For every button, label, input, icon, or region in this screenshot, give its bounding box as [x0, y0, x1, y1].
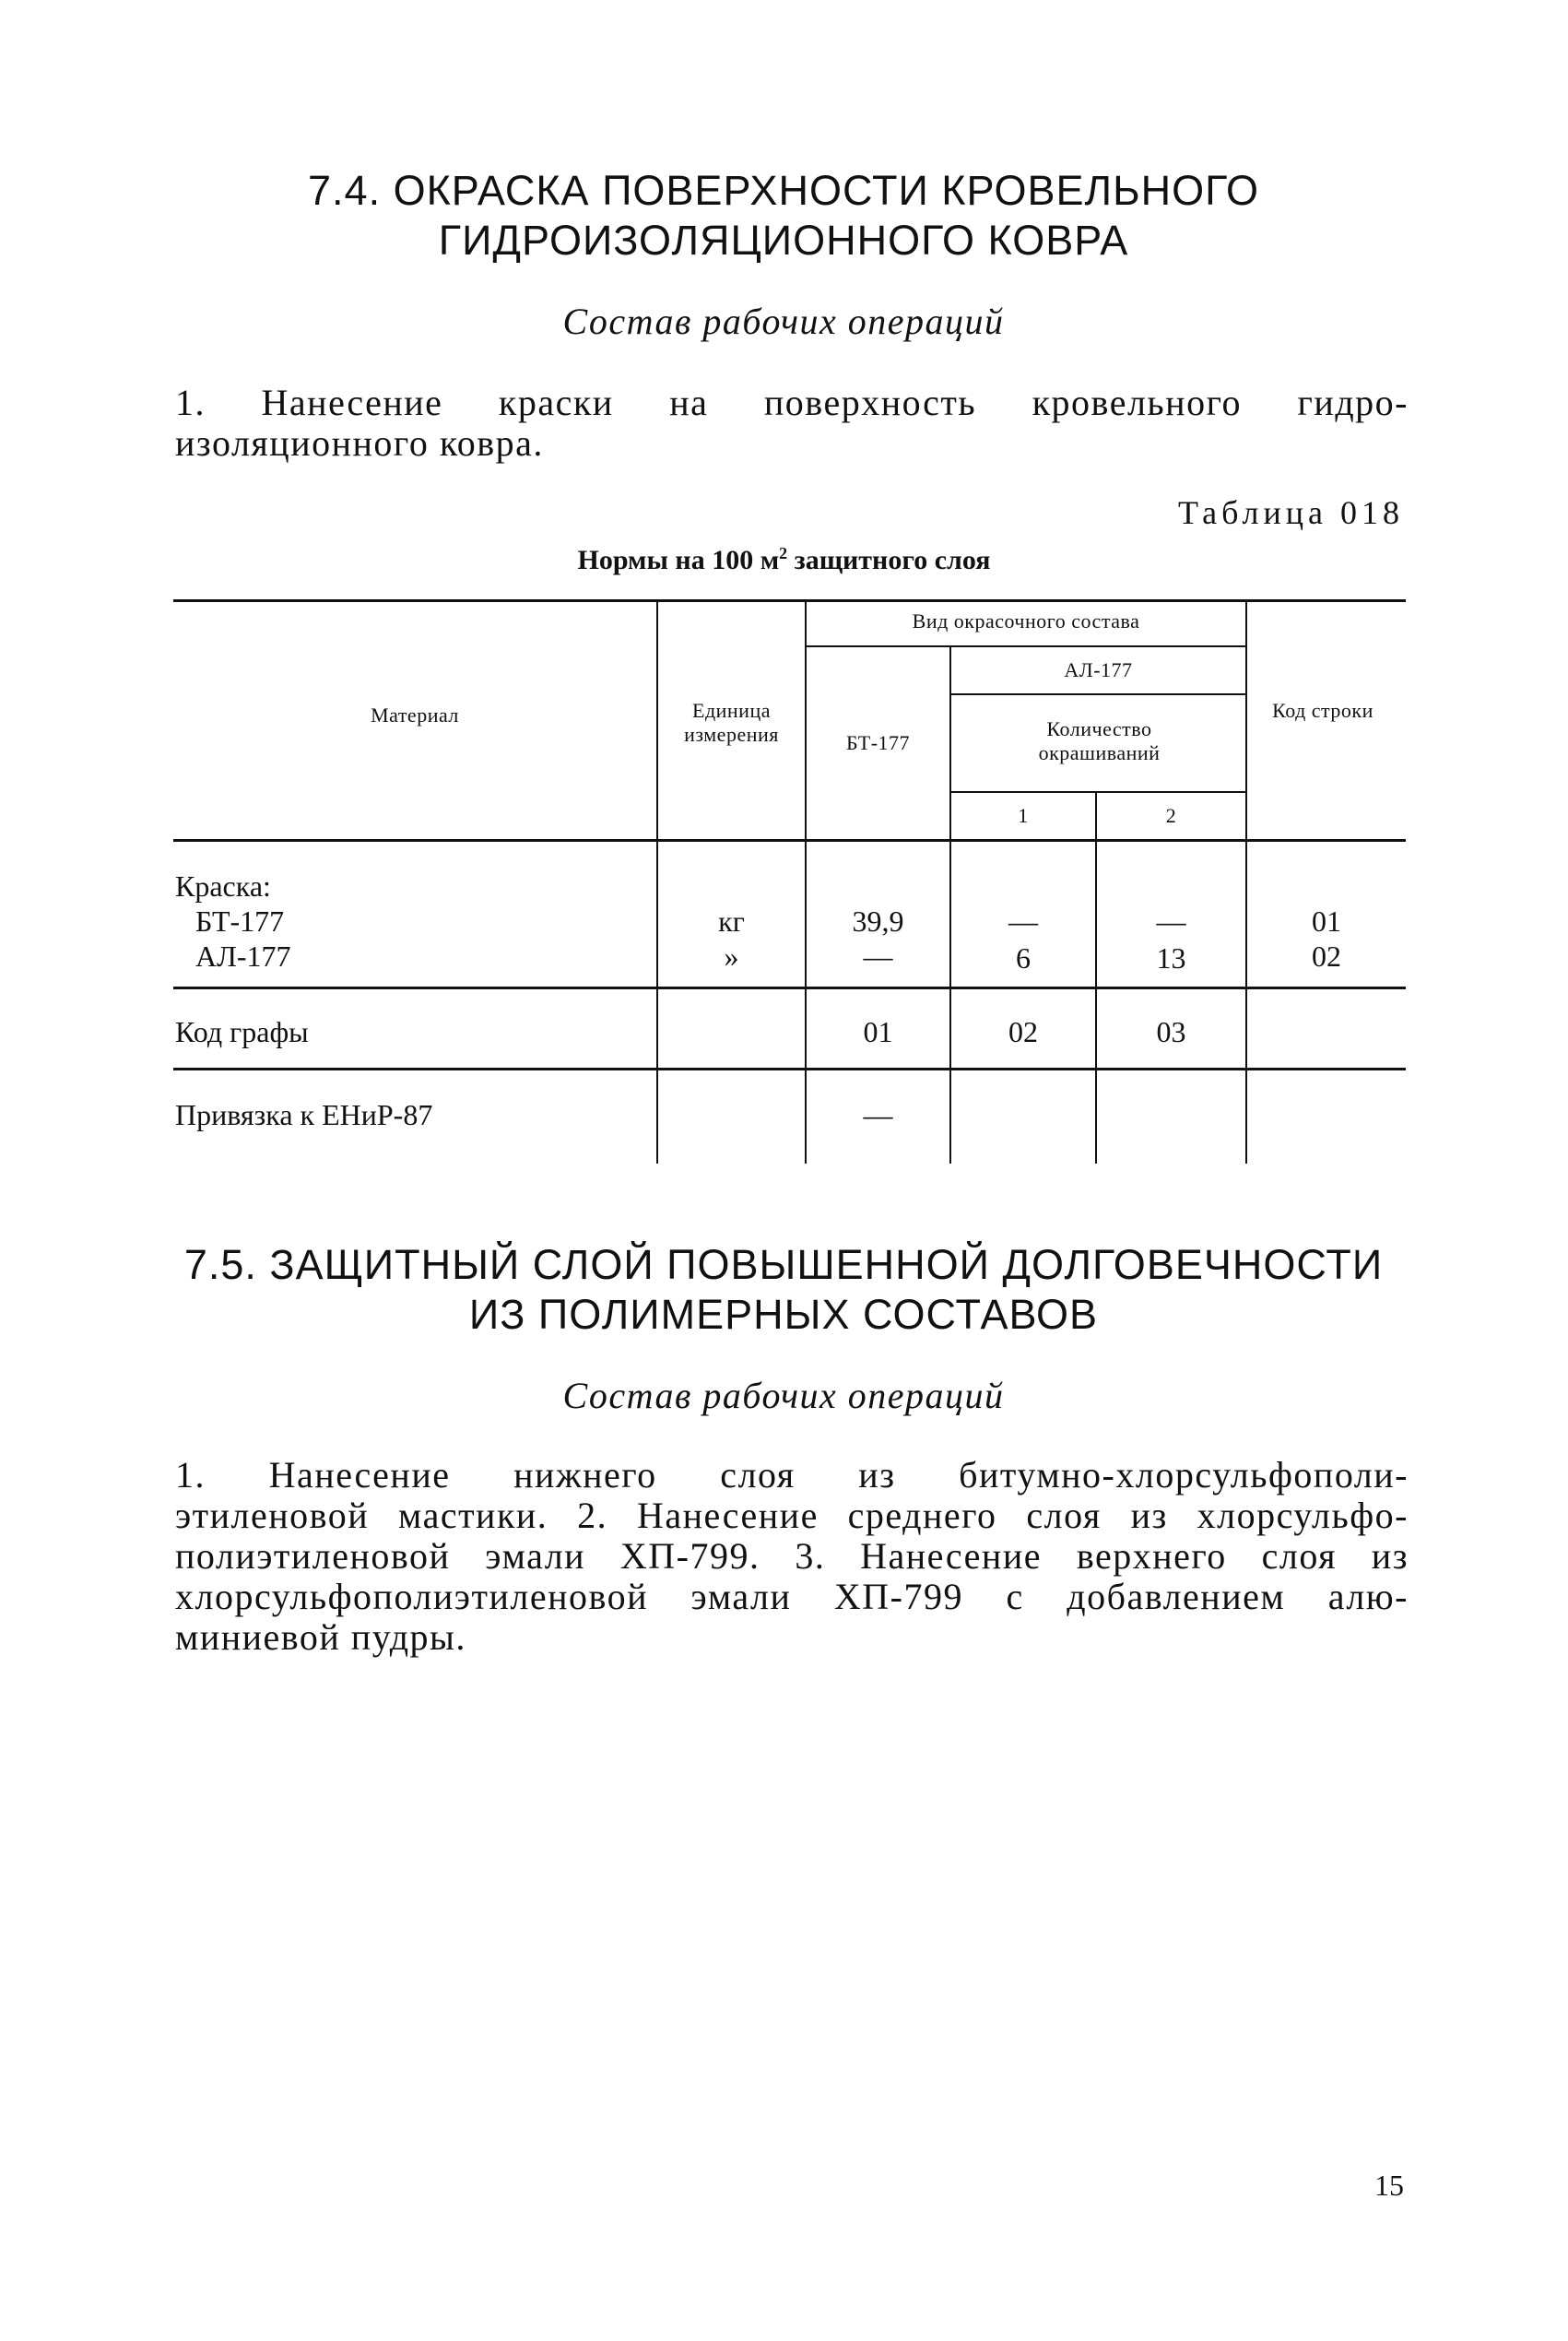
table-rule — [1245, 599, 1247, 1164]
section-title-line: 7.5. ЗАЩИТНЫЙ СЛОЙ ПОВЫШЕННОЙ ДОЛГОВЕЧНОСТИ — [183, 1241, 1384, 1288]
row-al-label: АЛ-177 — [195, 940, 291, 973]
cell-al-code: 02 — [1312, 940, 1341, 973]
table-rule — [173, 1068, 1406, 1070]
section-paragraph — [175, 1455, 1409, 1658]
cell-al-coat2: 13 — [1156, 941, 1186, 975]
table-subtitle-text: защитного слоя — [787, 545, 991, 575]
cell-al-bt177: — — [863, 940, 893, 973]
column-code-label: Код графы — [175, 1015, 309, 1048]
paragraph-line: 1. Нанесение краски на поверхность кровельного гидро- — [175, 382, 1409, 423]
header-coat-count: Количество окрашиваний — [1038, 717, 1161, 764]
table-rule — [1095, 987, 1097, 1164]
column-code-1: 01 — [863, 1015, 893, 1048]
section-title-line: ГИДРОИЗОЛЯЦИОННОГО КОВРА — [438, 217, 1129, 264]
column-code-3: 03 — [1156, 1015, 1186, 1048]
table-rule — [805, 599, 807, 1164]
header-unit: Единица измерения — [684, 699, 779, 746]
cell-bt-coat2: — — [1156, 904, 1186, 938]
header-bt177: БТ-177 — [845, 731, 911, 754]
paragraph-line: полиэтиленовой эмали ХП-799. 3. Нанесение верхнего слоя из — [175, 1535, 1409, 1577]
paragraph-line: изоляционного ковра. — [175, 422, 544, 464]
cell-al-coat1: 6 — [1016, 941, 1031, 975]
section-title — [166, 1240, 1401, 1340]
section-subheading: Состав рабочих операций — [562, 1375, 1005, 1416]
table-rule — [656, 599, 658, 1164]
header-paint-type: Вид окрасочного состава — [912, 609, 1140, 633]
table-subtitle — [0, 544, 1568, 576]
table-caption: Таблица 018 — [1178, 494, 1404, 531]
section-subheading: Состав рабочих операций — [562, 301, 1005, 342]
table-subtitle-text: Нормы на 100 м — [577, 545, 780, 575]
binding-cell-1: — — [863, 1098, 893, 1131]
page-number: 15 — [1374, 2169, 1404, 2202]
section-title-line: ИЗ ПОЛИМЕРНЫХ СОСТАВОВ — [468, 1291, 1099, 1338]
cell-al-unit: » — [724, 940, 739, 973]
cell-bt-coat1: — — [1008, 904, 1038, 938]
cell-bt-unit: кг — [718, 904, 745, 938]
column-code-2: 02 — [1008, 1015, 1038, 1048]
table-rule — [173, 599, 1406, 602]
paragraph-line: миниевой пудры. — [175, 1616, 466, 1658]
header-al177: АЛ-177 — [1064, 658, 1133, 681]
section-title — [166, 166, 1401, 266]
cell-bt-code: 01 — [1312, 904, 1341, 938]
table-rule — [173, 839, 1406, 842]
header-row-code: Код строки — [1272, 699, 1373, 722]
binding-label: Привязка к ЕНиР-87 — [175, 1098, 433, 1131]
table-rule — [807, 645, 1247, 647]
row-bt-label: БТ-177 — [195, 904, 285, 938]
table-rule — [949, 693, 1247, 695]
row-paint-label: Краска: — [175, 869, 271, 903]
header-coat-2: 2 — [1165, 804, 1177, 827]
section-paragraph — [175, 383, 1409, 464]
cell-bt-bt177: 39,9 — [852, 904, 904, 938]
table-rule — [949, 791, 1247, 793]
paragraph-line: хлорсульфополиэтиленовой эмали ХП-799 с добавлением алю- — [175, 1576, 1409, 1617]
table-subtitle-superscript: 2 — [779, 544, 788, 562]
section-title-line: 7.4. ОКРАСКА ПОВЕРХНОСТИ КРОВЕЛЬНОГО — [308, 167, 1259, 214]
table-rule — [173, 987, 1406, 989]
header-material: Материал — [371, 703, 459, 727]
paragraph-line: 1. Нанесение нижнего слоя из битумно-хлорсульфополи- — [175, 1454, 1409, 1496]
paragraph-line: этиленовой мастики. 2. Нанесение среднего слоя из хлорсульфо- — [175, 1495, 1409, 1536]
header-coat-1: 1 — [1018, 804, 1029, 827]
